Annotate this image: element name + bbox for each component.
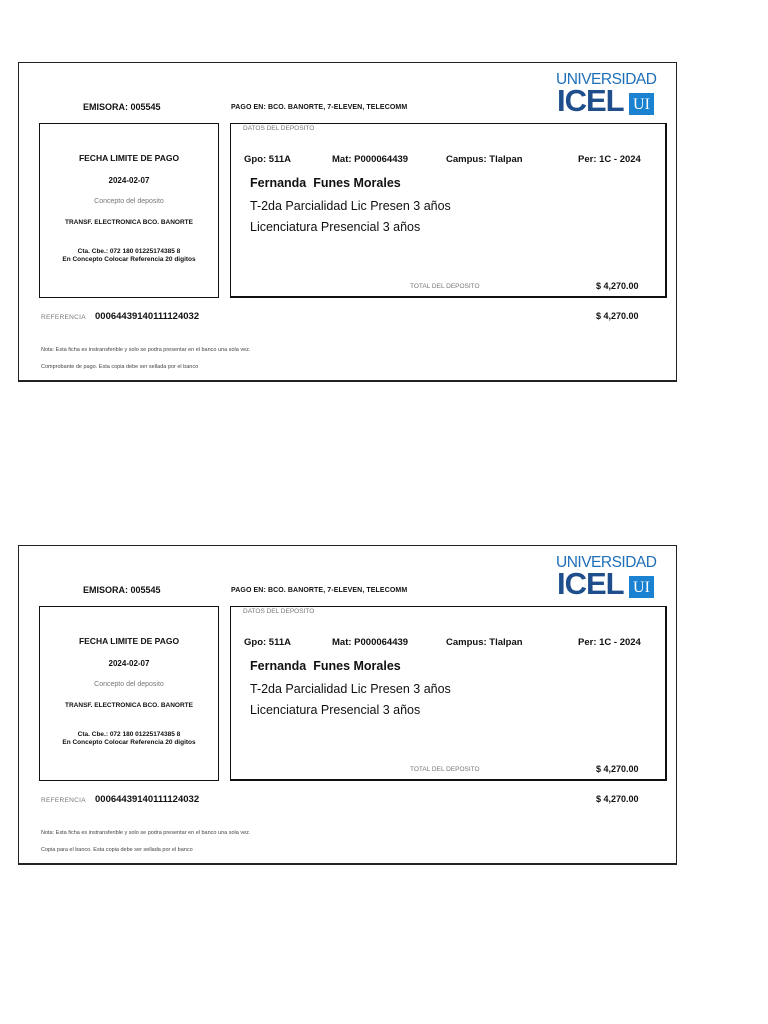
account-info xyxy=(40,248,218,264)
logo-ui-badge: UI xyxy=(629,93,654,115)
payment-slip-customer-copy xyxy=(18,62,677,382)
payment-slip-bank-copy xyxy=(18,545,677,865)
deadline-box xyxy=(39,606,219,781)
note: Nota: Esta ficha es instransferible y solo se podra presentar en el banco una sola vez. xyxy=(41,830,251,836)
deadline-label: FECHA LIMITE DE PAGO xyxy=(78,153,180,163)
group: Gpo: 511A xyxy=(244,637,291,648)
deposit-data-label: DATOS DEL DEPOSITO xyxy=(243,125,315,132)
logo-universidad-text: UNIVERSIDAD xyxy=(556,554,657,571)
copy-type-note: Comprobante de pago. Esta copia debe ser sellada por el banco xyxy=(41,364,199,370)
reference-amount: $ 4,270.00 xyxy=(596,794,639,804)
reference-label: REFERENCIA xyxy=(41,797,86,804)
period: Per: 1C - 2024 xyxy=(578,154,641,165)
student-name: Fernanda Funes Morales xyxy=(250,659,401,673)
logo-icel-text: ICEL xyxy=(557,566,624,601)
account-info xyxy=(40,731,218,747)
universidad-icel-logo xyxy=(556,554,656,600)
program-name: Licenciatura Presencial 3 años xyxy=(250,703,421,717)
payment-locations: PAGO EN: BCO. BANORTE, 7-ELEVEN, TELECOMM xyxy=(231,587,408,594)
payment-locations: PAGO EN: BCO. BANORTE, 7-ELEVEN, TELECOMM xyxy=(231,104,408,111)
clabe-account: Cta. Cbe.: 072 180 01225174385 8 xyxy=(77,731,181,738)
payment-concept: T-2da Parcialidad Lic Presen 3 años xyxy=(250,199,451,213)
total-label: TOTAL DEL DEPOSITO xyxy=(410,283,480,290)
emisora: EMISORA: 005545 xyxy=(83,585,161,595)
group: Gpo: 511A xyxy=(244,154,291,165)
student-id: Mat: P000064439 xyxy=(332,154,409,165)
program-name: Licenciatura Presencial 3 años xyxy=(250,220,421,234)
logo-ui-badge: UI xyxy=(629,576,654,598)
reference-label: REFERENCIA xyxy=(41,314,86,321)
deposit-details-box xyxy=(230,123,667,298)
note: Nota: Esta ficha es instransferible y solo se podra presentar en el banco una sola vez. xyxy=(41,347,251,353)
reference-number: 00064439140111124032 xyxy=(95,794,200,805)
student-id: Mat: P000064439 xyxy=(332,637,409,648)
deadline-box xyxy=(39,123,219,298)
transfer-method: TRANSF. ELECTRONICA BCO. BANORTE xyxy=(65,219,193,226)
total-label: TOTAL DEL DEPOSITO xyxy=(410,766,480,773)
deadline-label: FECHA LIMITE DE PAGO xyxy=(78,636,180,646)
universidad-icel-logo xyxy=(556,71,656,117)
campus: Campus: Tlalpan xyxy=(446,154,523,165)
deposit-details-box xyxy=(230,606,667,781)
student-name: Fernanda Funes Morales xyxy=(250,176,401,190)
concept-label: Concepto del deposito xyxy=(94,198,164,205)
logo-universidad-text: UNIVERSIDAD xyxy=(556,71,657,88)
total-amount: $ 4,270.00 xyxy=(596,281,639,291)
total-amount: $ 4,270.00 xyxy=(596,764,639,774)
transfer-method: TRANSF. ELECTRONICA BCO. BANORTE xyxy=(65,702,193,709)
copy-type-note: Copia para el banco. Esta copia debe ser sellada por el banco xyxy=(41,847,193,853)
reference-instruction: En Concepto Colocar Referencia 20 digitos xyxy=(62,739,196,746)
deadline-date: 2024-02-07 xyxy=(108,176,150,185)
period: Per: 1C - 2024 xyxy=(578,637,641,648)
logo-icel-text: ICEL xyxy=(557,83,624,118)
reference-instruction: En Concepto Colocar Referencia 20 digitos xyxy=(62,256,196,263)
emisora: EMISORA: 005545 xyxy=(83,102,161,112)
concept-label: Concepto del deposito xyxy=(94,681,164,688)
deposit-data-label: DATOS DEL DEPOSITO xyxy=(243,608,315,615)
payment-concept: T-2da Parcialidad Lic Presen 3 años xyxy=(250,682,451,696)
deadline-date: 2024-02-07 xyxy=(108,659,150,668)
reference-number: 00064439140111124032 xyxy=(95,311,200,322)
clabe-account: Cta. Cbe.: 072 180 01225174385 8 xyxy=(77,248,181,255)
reference-amount: $ 4,270.00 xyxy=(596,311,639,321)
campus: Campus: Tlalpan xyxy=(446,637,523,648)
